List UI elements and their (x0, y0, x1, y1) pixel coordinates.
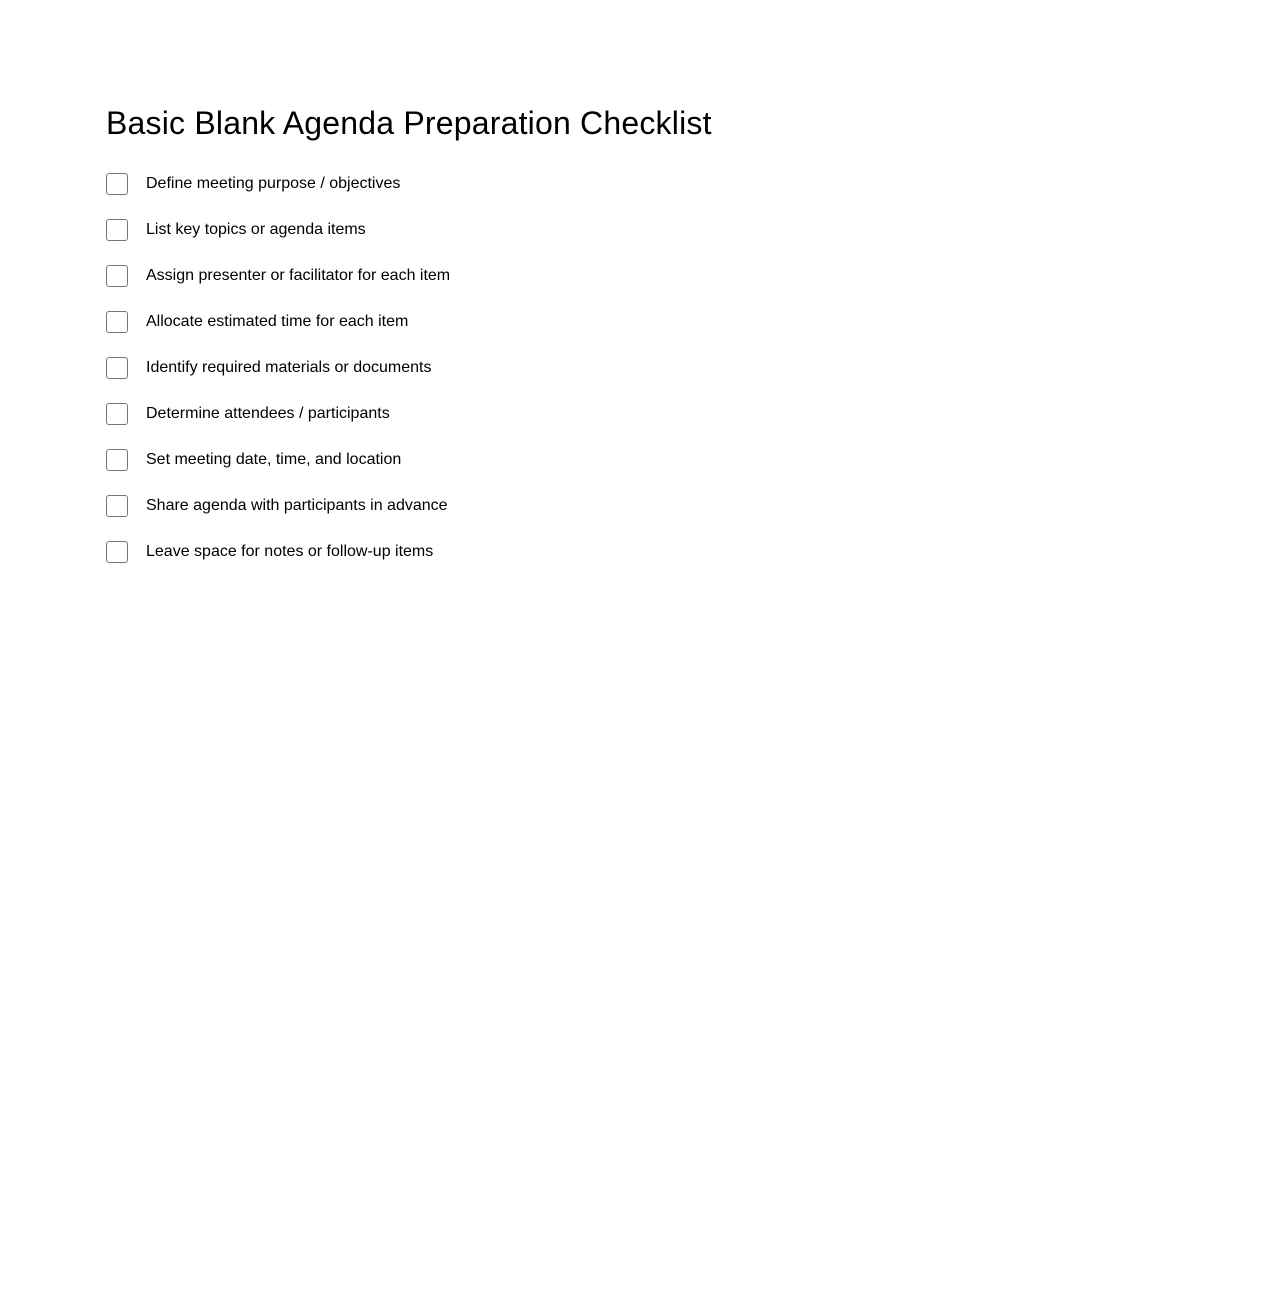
checklist-item[interactable] (106, 357, 450, 403)
checklist-item[interactable] (106, 495, 450, 541)
checklist-item-label[interactable]: Define meeting purpose / objectives (146, 175, 401, 192)
checkbox[interactable] (106, 219, 128, 241)
checklist-item-label[interactable]: Leave space for notes or follow-up items (146, 543, 434, 560)
checklist-item[interactable] (106, 403, 450, 449)
checkbox[interactable] (106, 541, 128, 563)
checklist-item-label[interactable]: Assign presenter or facilitator for each item (146, 267, 451, 284)
checklist-item-label[interactable]: Allocate estimated time for each item (146, 313, 409, 330)
checklist-item-label[interactable]: Set meeting date, time, and location (146, 451, 402, 468)
checklist-item[interactable] (106, 265, 450, 311)
checkbox[interactable] (106, 173, 128, 195)
checklist-item-label[interactable]: Share agenda with participants in advance (146, 497, 448, 514)
checkbox[interactable] (106, 265, 128, 287)
checklist (106, 173, 450, 587)
checklist-item[interactable] (106, 541, 450, 587)
checklist-item-label[interactable]: Determine attendees / participants (146, 405, 390, 422)
checkbox[interactable] (106, 311, 128, 333)
checklist-item[interactable] (106, 311, 450, 357)
checklist-document (106, 100, 712, 560)
checkbox[interactable] (106, 495, 128, 517)
checklist-item[interactable] (106, 449, 450, 495)
checklist-item-label[interactable]: List key topics or agenda items (146, 221, 366, 238)
checklist-item[interactable] (106, 219, 450, 265)
checklist-item-label[interactable]: Identify required materials or documents (146, 359, 432, 376)
checklist-item[interactable] (106, 173, 450, 219)
checkbox[interactable] (106, 449, 128, 471)
checkbox[interactable] (106, 403, 128, 425)
checkbox[interactable] (106, 357, 128, 379)
page-title: Basic Blank Agenda Preparation Checklist (106, 105, 712, 141)
